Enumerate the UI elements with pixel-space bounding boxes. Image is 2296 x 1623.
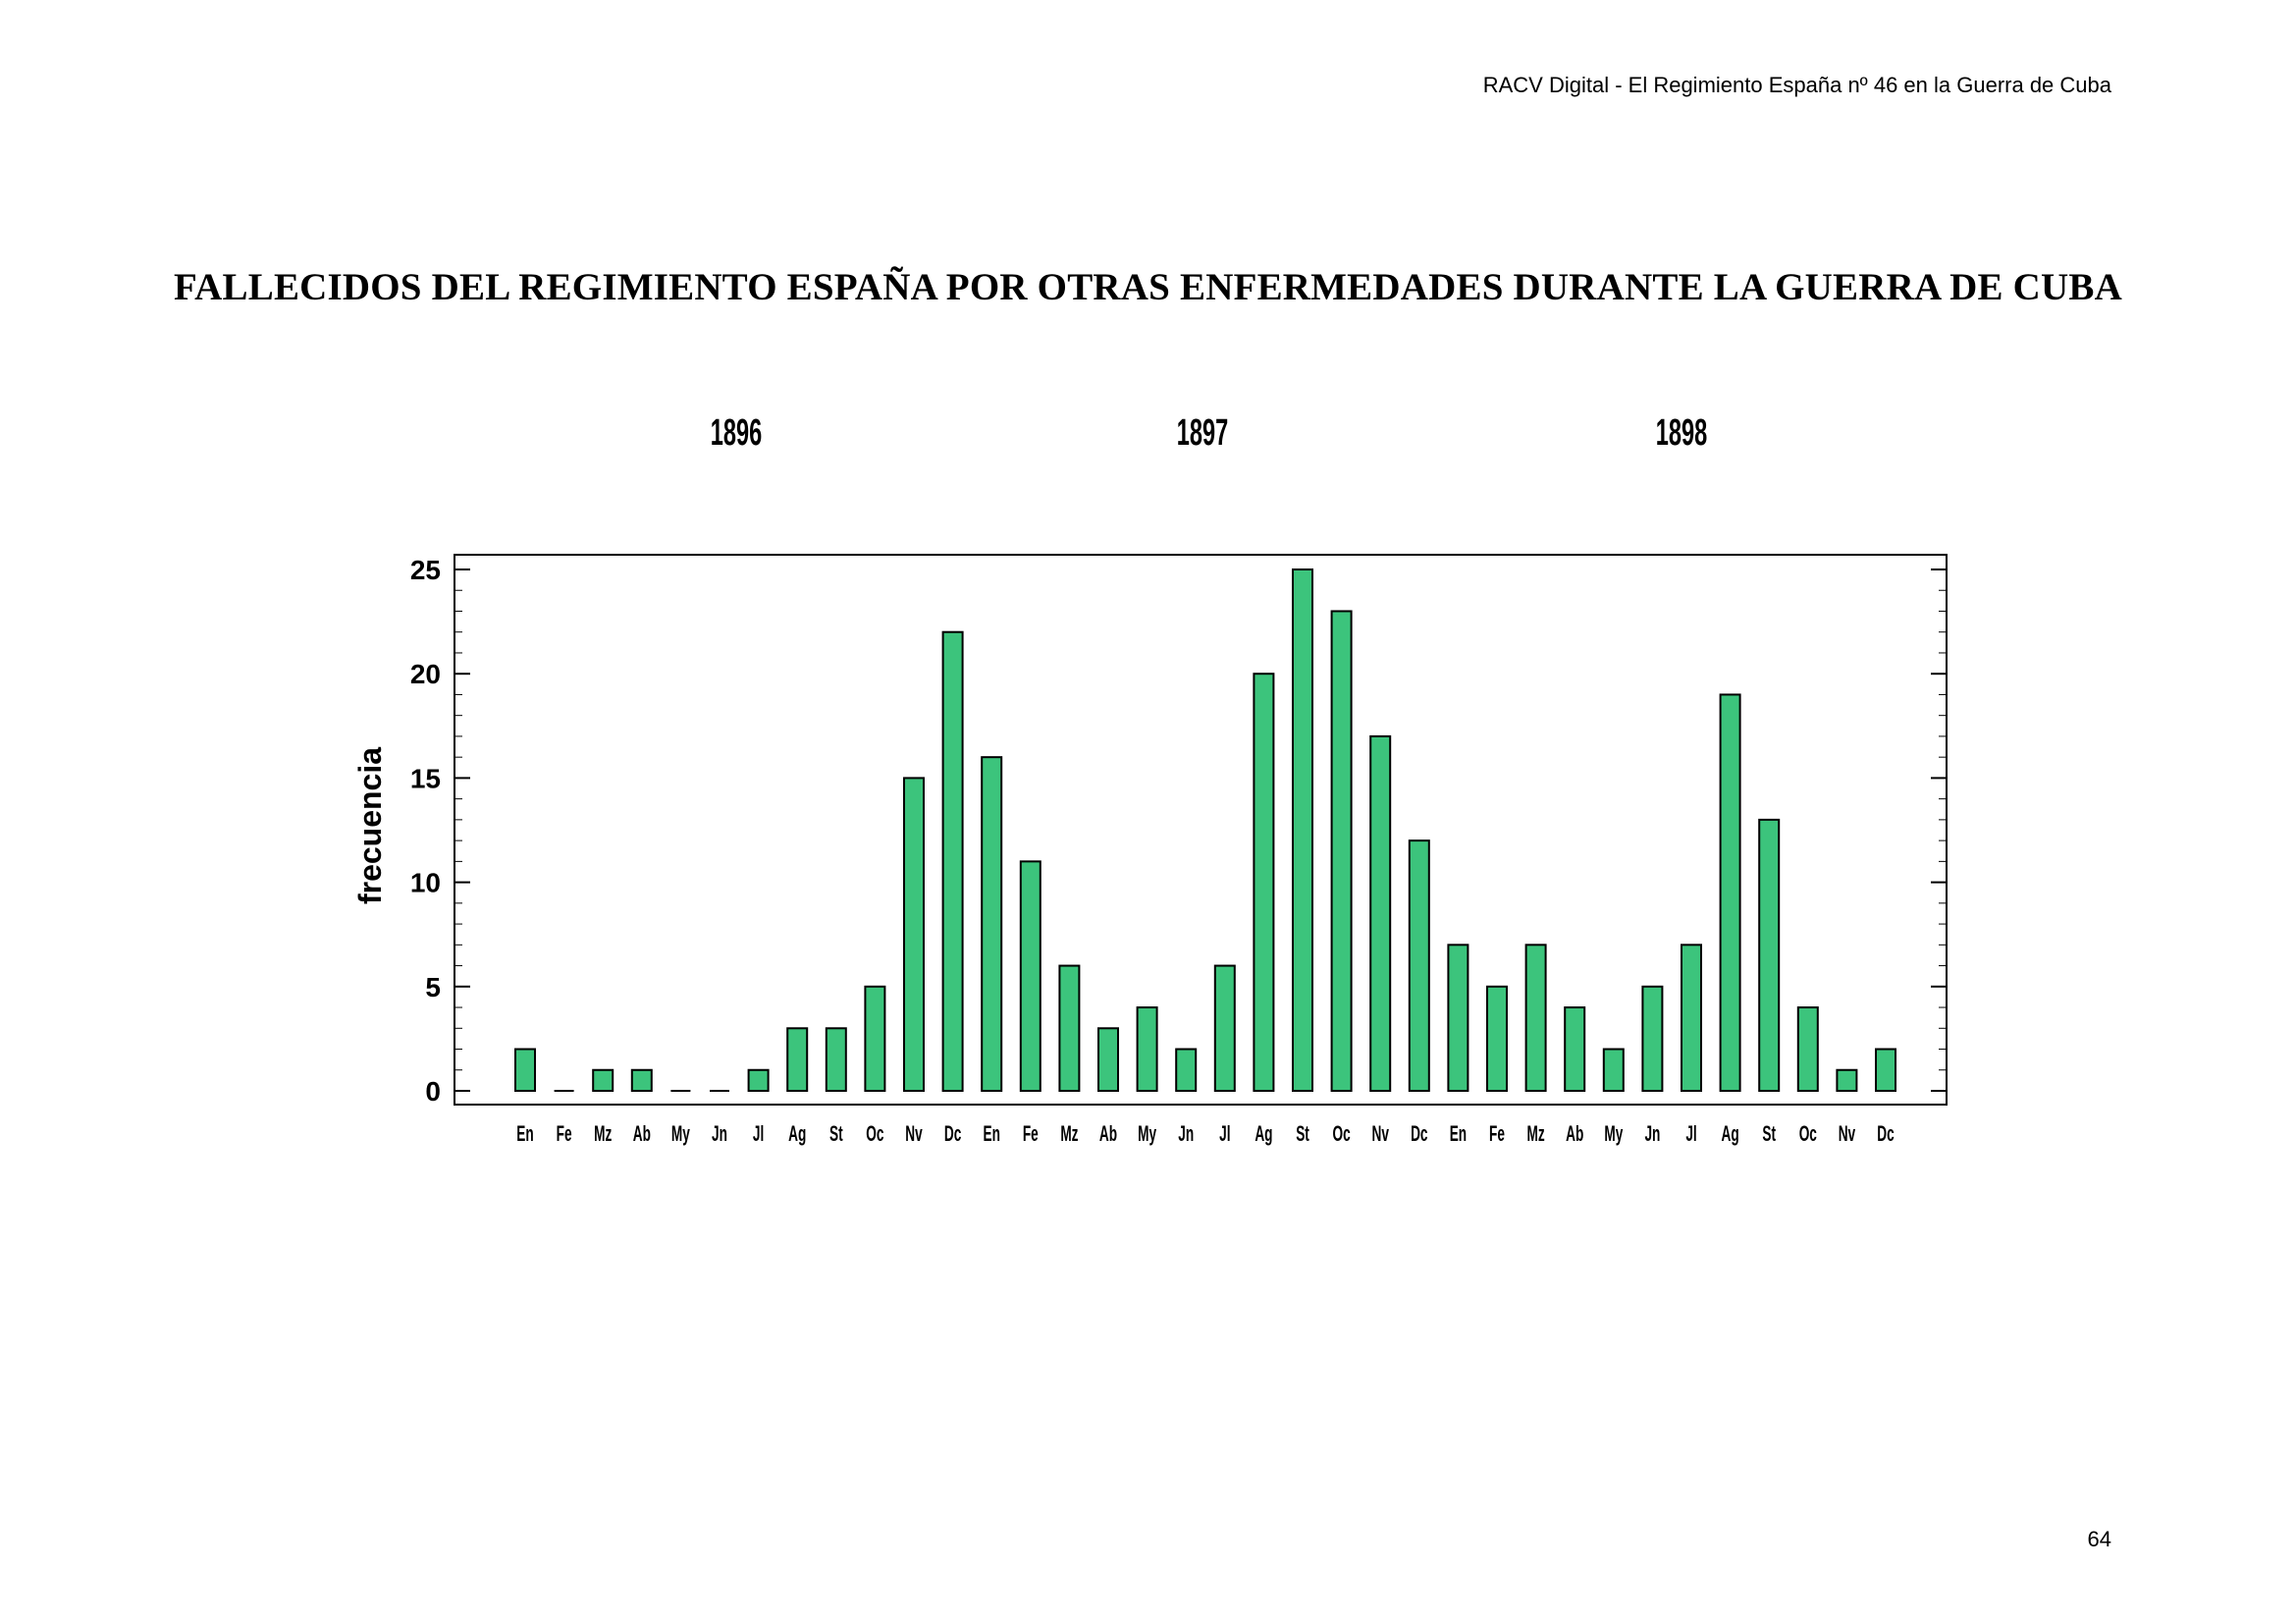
- x-category-label: St: [1296, 1120, 1309, 1146]
- x-category-label: St: [1762, 1120, 1777, 1146]
- x-category-label: Mz: [1060, 1120, 1079, 1146]
- x-category-label: Nv: [1838, 1120, 1856, 1146]
- x-category-label: Jl: [1219, 1120, 1231, 1146]
- x-category-label: Jl: [752, 1120, 765, 1146]
- bar: [1798, 1007, 1818, 1091]
- bar: [1293, 569, 1312, 1091]
- bar: [515, 1050, 535, 1091]
- bar: [865, 987, 884, 1091]
- x-category-label: My: [1138, 1120, 1157, 1146]
- x-category-label: Dc: [943, 1120, 962, 1146]
- x-category-label: Nv: [1371, 1120, 1389, 1146]
- x-category-label: Fe: [556, 1120, 572, 1146]
- y-tick-label: 20: [409, 659, 441, 690]
- y-tick-label: 25: [409, 555, 441, 585]
- bar: [1487, 987, 1507, 1091]
- x-category-label: Nv: [905, 1120, 923, 1146]
- x-category-label: Oc: [1332, 1120, 1351, 1146]
- x-category-label: My: [1604, 1120, 1624, 1146]
- x-category-label: En: [516, 1120, 534, 1146]
- running-header: RACV Digital - El Regimiento España nº 46 en la Guerra de Cuba: [1482, 73, 2111, 97]
- x-category-label: Jn: [712, 1120, 727, 1146]
- x-category-label: Fe: [1489, 1120, 1505, 1146]
- page-title: FALLECIDOS DEL REGIMIENTO ESPAÑA POR OTRAS ENFERMEDADES DURANTE LA GUERRA DE CUBA: [174, 266, 2122, 308]
- x-category-label: Jn: [1644, 1120, 1661, 1146]
- bar: [982, 757, 1001, 1091]
- page-number: 64: [2087, 1527, 2111, 1551]
- year-label-1896: 1896: [710, 412, 763, 454]
- year-label-1897: 1897: [1176, 412, 1229, 454]
- bar: [1021, 861, 1041, 1091]
- x-category-label: En: [1449, 1120, 1468, 1146]
- bar: [1682, 945, 1701, 1091]
- bar: [1565, 1007, 1584, 1091]
- x-category-label: Dc: [1877, 1120, 1895, 1146]
- x-category-label: Oc: [1798, 1120, 1817, 1146]
- bar: [1604, 1050, 1624, 1091]
- x-category-label: Mz: [1526, 1120, 1545, 1146]
- x-category-label: Ag: [788, 1120, 807, 1146]
- bar: [1876, 1050, 1896, 1091]
- y-tick-label: 10: [409, 867, 441, 898]
- x-category-label: Ab: [1566, 1120, 1584, 1146]
- bar: [1370, 736, 1390, 1091]
- x-category-label: Mz: [594, 1120, 613, 1146]
- bar: [827, 1028, 846, 1091]
- bar: [1721, 694, 1740, 1091]
- x-category-label: Dc: [1411, 1120, 1428, 1146]
- x-category-label: Ab: [632, 1120, 651, 1146]
- x-category-label: Ab: [1098, 1120, 1118, 1146]
- x-category-label: My: [670, 1120, 690, 1146]
- bar: [1410, 840, 1429, 1091]
- x-category-label: Fe: [1022, 1120, 1039, 1146]
- x-category-label: St: [828, 1120, 843, 1146]
- y-tick-label: 5: [425, 971, 441, 1002]
- bar: [1138, 1007, 1157, 1091]
- y-tick-label: 15: [409, 763, 441, 794]
- bar: [1332, 611, 1352, 1091]
- y-tick-label: 0: [425, 1076, 441, 1107]
- bar: [1176, 1050, 1196, 1091]
- bar: [943, 632, 963, 1091]
- bar: [1448, 945, 1468, 1091]
- x-category-label: Oc: [866, 1120, 884, 1146]
- y-axis-title: frecuencia: [352, 746, 388, 905]
- x-category-label: Jn: [1178, 1120, 1195, 1146]
- bar: [1059, 966, 1079, 1091]
- bar: [1642, 987, 1662, 1091]
- bar: [1098, 1028, 1118, 1091]
- bar: [904, 778, 924, 1091]
- x-category-label: Ag: [1255, 1120, 1273, 1146]
- x-category-label: En: [983, 1120, 1000, 1146]
- bar: [1215, 966, 1235, 1091]
- bar: [787, 1028, 807, 1091]
- bar: [632, 1070, 652, 1091]
- bar: [1254, 674, 1273, 1091]
- bar: [1526, 945, 1546, 1091]
- bar: [1759, 820, 1779, 1091]
- bar: [593, 1070, 613, 1091]
- bar: [1837, 1070, 1856, 1091]
- year-label-1898: 1898: [1655, 412, 1708, 454]
- x-category-label: Ag: [1721, 1120, 1739, 1146]
- x-category-label: Jl: [1685, 1120, 1697, 1146]
- bar: [749, 1070, 769, 1091]
